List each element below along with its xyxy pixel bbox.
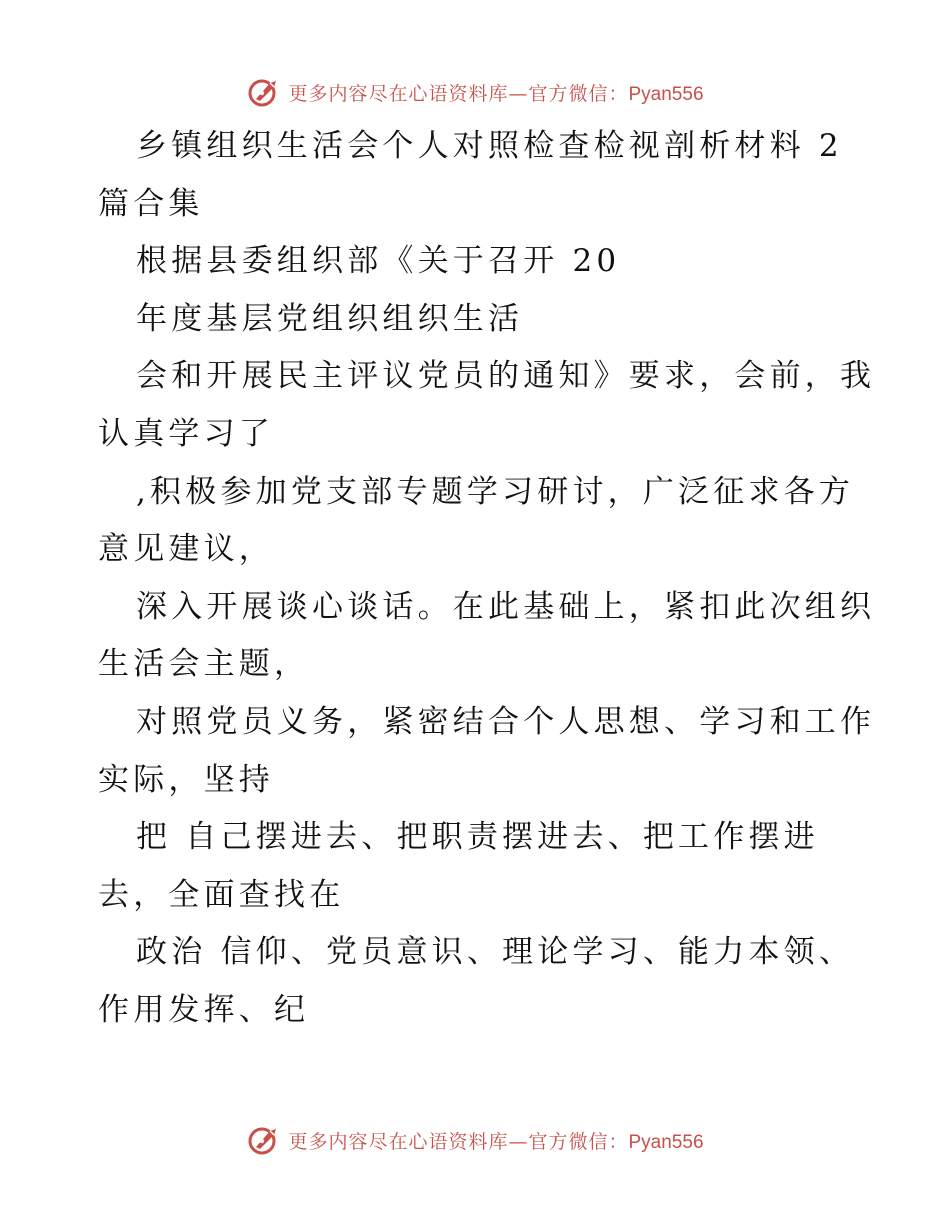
doc-line-15: 政治 信仰、党员意识、理论学习、能力本领、 (136, 934, 855, 971)
doc-line-16: 作用发挥、纪 (98, 991, 310, 1028)
header-wechat-id: Pyan556 (628, 83, 704, 105)
doc-line-10: 生活会主题， (98, 646, 310, 683)
footer-site-text: 更多内容尽在心语资料库—官方微信： (288, 1130, 629, 1153)
doc-line-14: 去，全面查找在 (98, 876, 345, 913)
footer-banner-content (246, 1123, 703, 1157)
footer-wechat-id: Pyan556 (628, 1131, 704, 1153)
header-site-text: 更多内容尽在心语资料库—官方微信： (288, 82, 629, 105)
doc-line-9: 深入开展谈心谈话。在此基础上，紧扣此次组织 (136, 588, 876, 625)
doc-line-5: 会和开展民主评议党员的通知》要求，会前，我 (136, 358, 876, 395)
doc-line-13: 把 自己摆进去、把职责摆进去、把工作摆进 (136, 819, 819, 856)
doc-line-7: ,积极参加党支部专题学习研讨，广泛征求各方 (136, 473, 855, 510)
doc-line-8: 意见建议， (98, 531, 274, 568)
doc-line-3: 根据县委组织部《关于召开 20 (136, 243, 621, 280)
document-body (98, 118, 876, 1040)
header-banner-text (288, 79, 703, 106)
footer-banner (0, 1120, 950, 1160)
doc-line-title-2: 篇合集 (98, 185, 204, 222)
doc-line-4: 年度基层党组织组织生活 (136, 300, 524, 337)
doc-line-11: 对照党员义务，紧密结合个人思想、学习和工作 (136, 703, 876, 740)
doc-line-12: 实际，坚持 (98, 761, 274, 798)
header-banner-content (246, 75, 703, 109)
header-banner (0, 72, 950, 112)
doc-line-title-1: 乡镇组织生活会个人对照检查检视剖析材料 2 (136, 128, 843, 164)
pen-nib-logo-icon (246, 1123, 282, 1157)
pen-nib-logo-icon (246, 75, 282, 109)
footer-banner-text (288, 1127, 703, 1154)
doc-line-6: 认真学习了 (98, 415, 274, 452)
